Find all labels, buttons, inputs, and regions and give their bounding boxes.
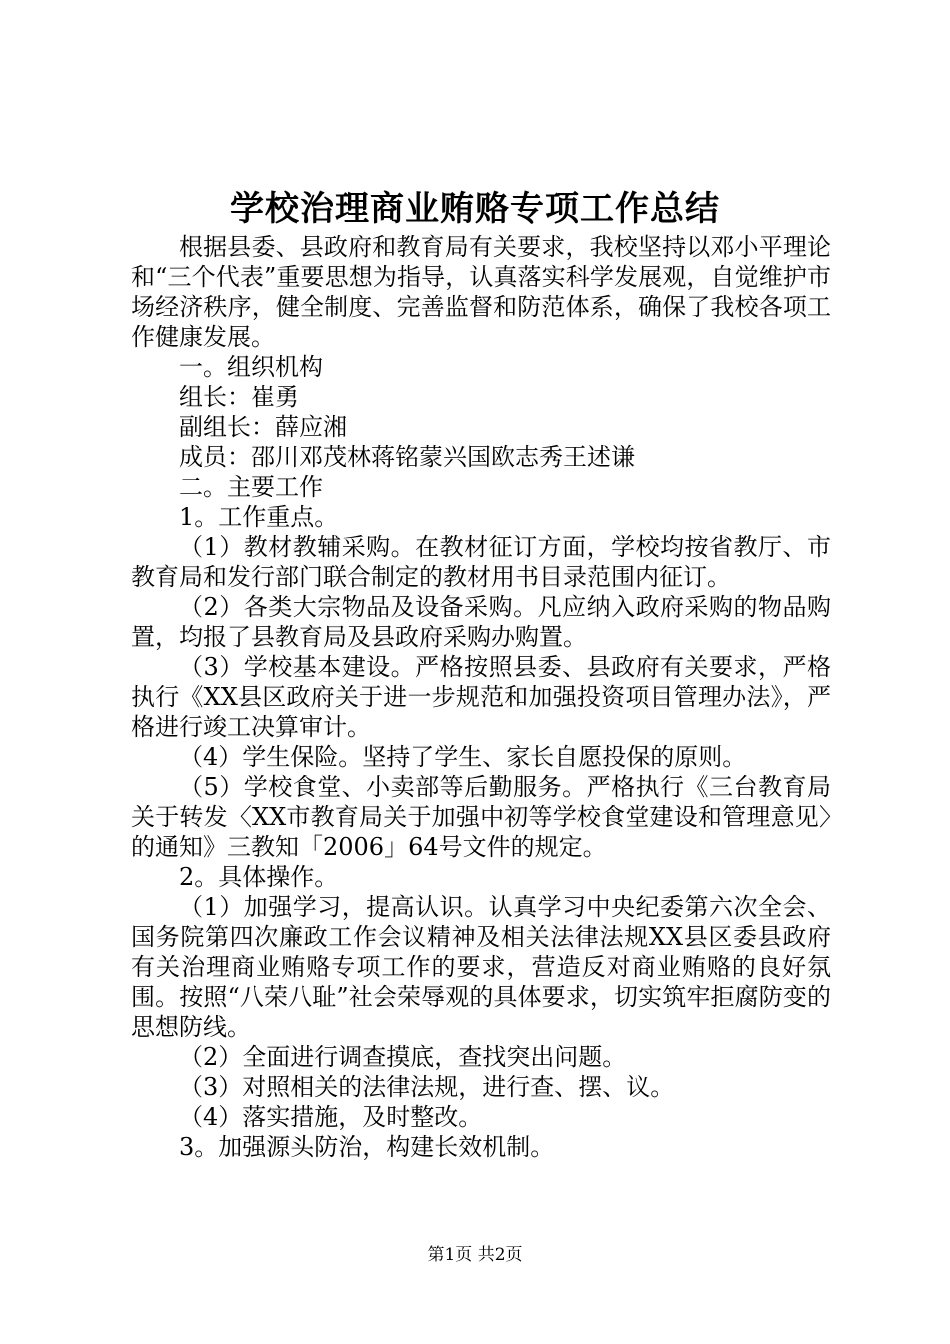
paragraph-construction: （3）学校基本建设。严格按照县委、县政府有关要求，严格执行《XX县区政府关于进一步规范和加强投资项目管理办法》，严格进行竣工决算审计。 bbox=[131, 653, 831, 741]
heading-operations: 2。具体操作。 bbox=[179, 863, 339, 891]
document-body bbox=[131, 232, 831, 1162]
heading-work-focus: 1。工作重点。 bbox=[179, 503, 339, 531]
heading-organization: 一。组织机构 bbox=[179, 353, 323, 381]
line-team-leader: 组长：崔勇 bbox=[179, 383, 299, 411]
paragraph-canteen: （5）学校食堂、小卖部等后勤服务。严格执行《三台教育局关于转发〈XX市教育局关于加强中初等学校食堂建设和管理意见〉的通知》三教知「2006」64号文件的规定。 bbox=[131, 773, 831, 861]
paragraph-insurance: （4）学生保险。坚持了学生、家长自愿投保的原则。 bbox=[179, 743, 747, 771]
heading-main-work: 二。主要工作 bbox=[179, 473, 323, 501]
paragraph-investigation: （2）全面进行调查摸底，查找突出问题。 bbox=[179, 1043, 627, 1071]
paragraph-study: （1）加强学习，提高认识。认真学习中央纪委第六次全会、国务院第四次廉政工作会议精神及相关法律法规XX县区委县政府有关治理商业贿赂专项工作的要求，营造反对商业贿赂的良好氛围。按照“八荣八耻”社会荣辱观的具体要求，切实筑牢拒腐防变的思想防线。 bbox=[131, 893, 831, 1041]
paragraph-intro: 根据县委、县政府和教育局有关要求，我校坚持以邓小平理论和“三个代表”重要思想为指导，认真落实科学发展观，自觉维护市场经济秩序，健全制度、完善监督和防范体系，确保了我校各项工作健康发展。 bbox=[131, 233, 831, 351]
paragraph-rectify: （4）落实措施，及时整改。 bbox=[179, 1103, 483, 1131]
line-members: 成员：邵川邓茂林蒋铭蒙兴国欧志秀王述谦 bbox=[179, 443, 635, 471]
document-title: 学校治理商业贿赂专项工作总结 bbox=[230, 189, 720, 229]
paragraph-bulk-purchase: （2）各类大宗物品及设备采购。凡应纳入政府采购的物品购置，均报了县教育局及县政府采购办购置。 bbox=[131, 593, 831, 651]
page-footer: 第1页 共2页 bbox=[427, 1245, 523, 1265]
heading-prevention: 3。加强源头防治，构建长效机制。 bbox=[179, 1133, 555, 1161]
paragraph-textbook-purchase: （1）教材教辅采购。在教材征订方面，学校均按省教厅、市教育局和发行部门联合制定的教材用书目录范围内征订。 bbox=[131, 533, 831, 591]
paragraph-review: （3）对照相关的法律法规，进行查、摆、议。 bbox=[179, 1073, 675, 1101]
line-deputy-leader: 副组长：薛应湘 bbox=[179, 413, 347, 441]
